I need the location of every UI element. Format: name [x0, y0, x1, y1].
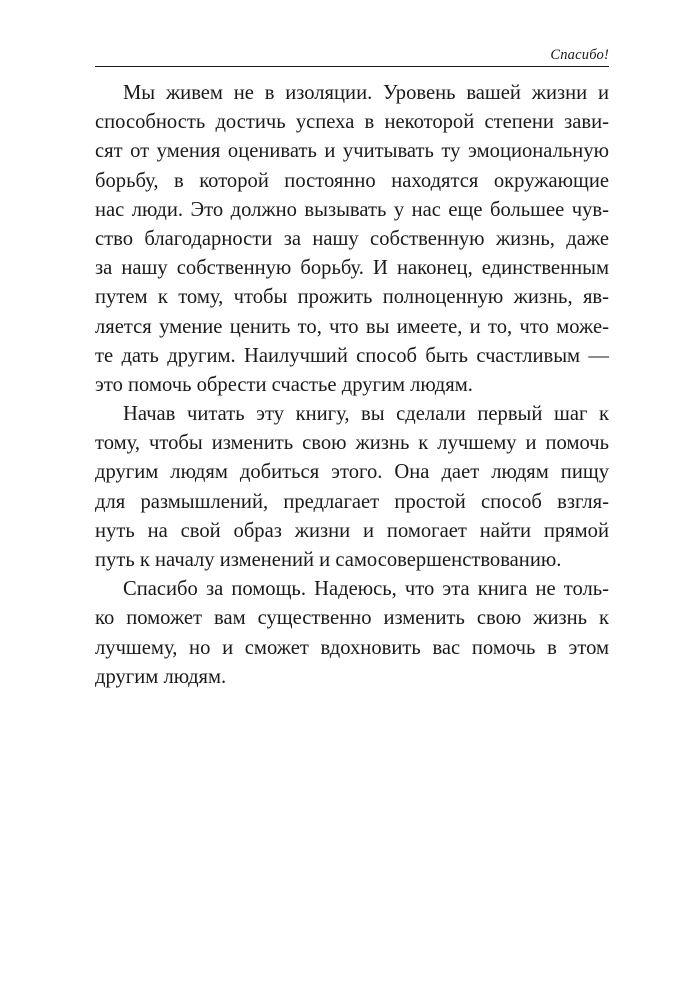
- text-line: борьбу, в которой постоянно находятся окружающие: [95, 169, 609, 192]
- text-line: другим людям.: [95, 665, 227, 688]
- text-line: лучшему, но и сможет вдохновить вас помочь в этом: [95, 636, 609, 659]
- text-line: Начав читать эту книгу, вы сделали первый шаг к: [123, 403, 609, 426]
- text-line: путем к тому, чтобы прожить полноценную жизнь, яв-: [95, 286, 609, 309]
- text-line: другим людям добиться этого. Она дает людям пищу: [95, 461, 609, 484]
- text-line: ство благодарности за нашу собственную жизнь, даже: [95, 227, 609, 250]
- text-line: сят от умения оценивать и учитывать ту эмоциональную: [95, 140, 609, 163]
- text-line: нас люди. Это должно вызывать у нас еще большее чув-: [95, 198, 609, 221]
- text-line: те дать другим. Наилучший способ быть счастливым —: [95, 344, 609, 367]
- text-line: Спасибо за помощь. Надеюсь, что эта книга не толь-: [123, 578, 609, 601]
- paragraph-2: [95, 400, 609, 575]
- text-line: нуть на свой образ жизни и помогает найти прямой: [95, 519, 609, 542]
- paragraph-1: [95, 79, 609, 400]
- text-line: Мы живем не в изоляции. Уровень вашей жизни и: [123, 82, 609, 104]
- text-line: за нашу собственную борьбу. И наконец, единственным: [95, 257, 609, 280]
- text-line: путь к началу изменений и самосовершенствованию.: [95, 549, 562, 571]
- text-line: ляется умение ценить то, что вы имеете, и то, что може-: [95, 315, 609, 338]
- text-line: способность достичь успеха в некоторой степени зави-: [95, 111, 609, 134]
- running-head-title: Спасибо!: [550, 47, 609, 63]
- body-text: [95, 79, 609, 692]
- paragraph-3: [95, 575, 609, 692]
- text-line: для размышлений, предлагает простой способ взгля-: [95, 490, 609, 513]
- text-line: ко поможет вам существенно изменить свою жизнь к: [95, 607, 609, 630]
- text-line: тому, чтобы изменить свою жизнь к лучшему и помочь: [95, 432, 609, 455]
- header-rule: [95, 66, 609, 67]
- text-line: это помочь обрести счастье другим людям.: [95, 373, 473, 396]
